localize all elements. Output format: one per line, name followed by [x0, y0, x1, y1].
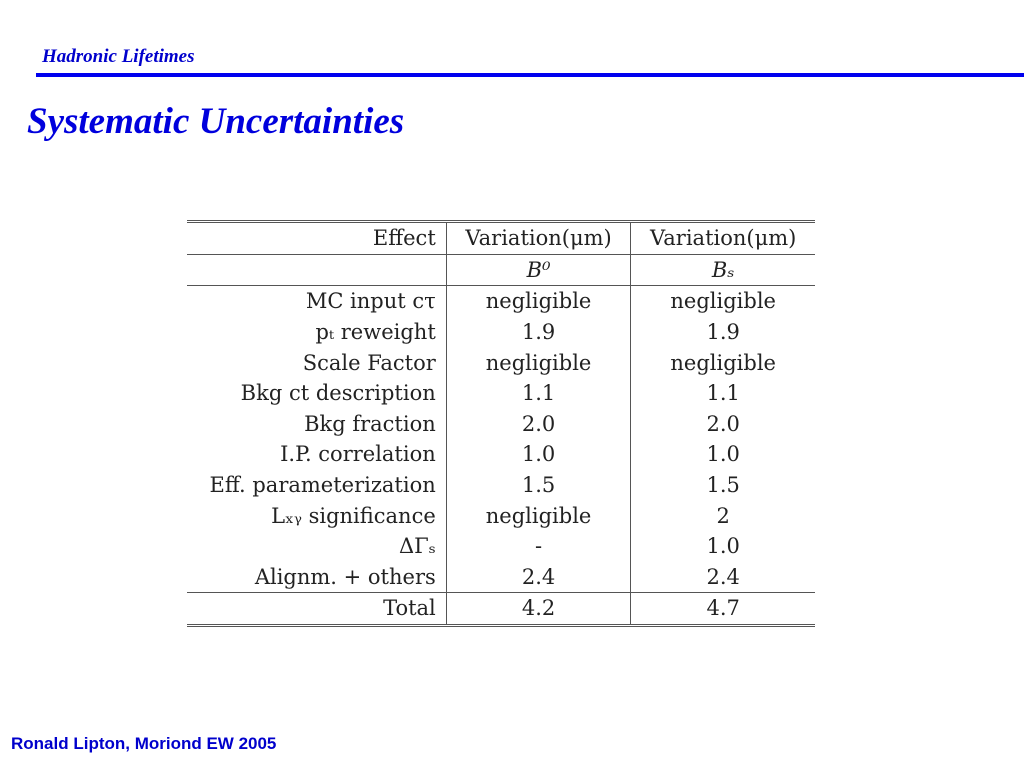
- subheader-bs: Bₛ: [631, 254, 815, 286]
- total-b0: 4.2: [446, 593, 631, 626]
- bs-cell: 2.4: [706, 564, 740, 589]
- effect-cell: Lₓᵧ significance: [187, 500, 446, 531]
- total-label: Total: [187, 593, 446, 626]
- effect-cell: Scale Factor: [187, 347, 446, 378]
- table-row: [187, 378, 815, 409]
- b0-cell: 1.0: [446, 439, 631, 470]
- table-row: [187, 470, 815, 501]
- table-row: [187, 286, 815, 317]
- b0-cell: negligible: [446, 500, 631, 531]
- table-row: [187, 439, 815, 470]
- effect-cell: MC input cτ: [187, 286, 446, 317]
- bs-cell: 1.9: [706, 320, 740, 345]
- b0-cell: negligible: [446, 286, 631, 317]
- table-header-row: [187, 222, 815, 255]
- total-bs: 4.7: [631, 593, 815, 626]
- b0-cell: negligible: [446, 347, 631, 378]
- effect-cell: Alignm. + others: [187, 562, 446, 593]
- effect-cell: pₜ reweight: [187, 317, 446, 348]
- footer-credit: Ronald Lipton, Moriond EW 2005: [11, 734, 277, 753]
- table-row: [187, 531, 815, 562]
- bs-cell: negligible: [670, 289, 776, 314]
- bs-cell: 1.5: [706, 473, 740, 498]
- section-title: Hadronic Lifetimes: [42, 46, 195, 67]
- systematics-table: [187, 220, 815, 627]
- col-header-variation-b0: Variation(μm): [446, 222, 631, 255]
- bs-cell: negligible: [670, 350, 776, 375]
- table-row: [187, 347, 815, 378]
- systematics-table-container: [187, 220, 815, 627]
- bs-cell: 2: [716, 503, 730, 528]
- effect-cell: ΔΓₛ: [187, 531, 446, 562]
- effect-cell: I.P. correlation: [187, 439, 446, 470]
- b0-cell: 1.1: [446, 378, 631, 409]
- slide-title: Systematic Uncertainties: [27, 101, 405, 142]
- b0-cell: 2.4: [446, 562, 631, 593]
- table-row: [187, 317, 815, 348]
- bs-cell: 1.0: [706, 534, 740, 559]
- header-divider: [36, 73, 1024, 77]
- bs-cell: 2.0: [706, 411, 740, 436]
- subheader-effect: [187, 254, 446, 286]
- b0-cell: -: [446, 531, 631, 562]
- effect-cell: Bkg ct description: [187, 378, 446, 409]
- col-header-variation-bs: Variation(μm): [631, 222, 815, 255]
- b0-cell: 2.0: [446, 409, 631, 440]
- table-total-row: [187, 593, 815, 626]
- b0-cell: 1.5: [446, 470, 631, 501]
- col-header-effect: Effect: [187, 222, 446, 255]
- table-row: [187, 409, 815, 440]
- table-row: [187, 500, 815, 531]
- table-subheader-row: [187, 254, 815, 286]
- subheader-b0: B⁰: [446, 254, 631, 286]
- table-row: [187, 562, 815, 593]
- bs-cell: 1.1: [706, 381, 740, 406]
- b0-cell: 1.9: [446, 317, 631, 348]
- bs-cell: 1.0: [706, 442, 740, 467]
- effect-cell: Eff. parameterization: [187, 470, 446, 501]
- effect-cell: Bkg fraction: [187, 409, 446, 440]
